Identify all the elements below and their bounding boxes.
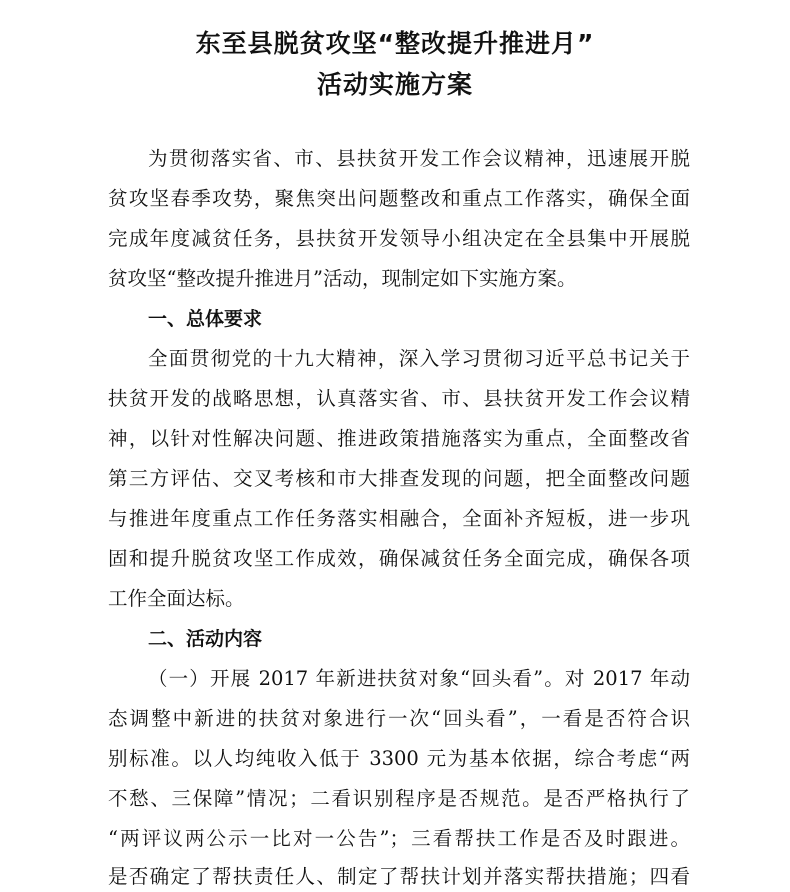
paragraph-line: 全面贯彻党的十九大精神，深入学习贯彻习近平总书记关于 xyxy=(148,347,690,370)
paragraph-line: 扶贫开发的战略思想，认真落实省、市、县扶贫开发工作会议精 xyxy=(108,387,690,410)
section-heading-activity-content: 二、活动内容 xyxy=(148,628,263,650)
paragraph-line: 不愁、三保障”情况；二看识别程序是否规范。是否严格执行了 xyxy=(108,787,690,810)
document-title-line-2: 活动实施方案 xyxy=(316,70,473,99)
paragraph-line: 是否确定了帮扶责任人、制定了帮扶计划并落实帮扶措施；四看 xyxy=(108,865,690,888)
paragraph-line: 态调整中新进的扶贫对象进行一次“回头看”，一看是否符合识 xyxy=(108,707,690,730)
paragraph-line: 贫攻坚春季攻势，聚焦突出问题整改和重点工作落实，确保全面 xyxy=(108,187,690,210)
paragraph-line: 完成年度减贫任务，县扶贫开发领导小组决定在全县集中开展脱 xyxy=(108,227,690,250)
paragraph-line: 固和提升脱贫攻坚工作成效，确保减贫任务全面完成，确保各项 xyxy=(108,547,690,570)
paragraph-line: 别标准。以人均纯收入低于 3300 元为基本依据，综合考虑“两 xyxy=(108,747,690,770)
paragraph-line: 第三方评估、交叉考核和市大排查发现的问题，把全面整改问题 xyxy=(108,467,690,490)
paragraph-line: 神，以针对性解决问题、推进政策措施落实为重点，全面整改省 xyxy=(108,427,690,450)
paragraph-line: （一）开展 2017 年新进扶贫对象“回头看”。对 2017 年动 xyxy=(148,667,690,690)
section-heading-general-requirements: 一、总体要求 xyxy=(148,308,263,330)
document-title-line-1: 东至县脱贫攻坚“整改提升推进月” xyxy=(195,29,595,58)
paragraph-line: 贫攻坚“整改提升推进月”活动，现制定如下实施方案。 xyxy=(108,267,577,290)
paragraph-line: “两评议两公示一比对一公告”；三看帮扶工作是否及时跟进。 xyxy=(108,827,690,850)
paragraph-line: 工作全面达标。 xyxy=(108,587,245,610)
paragraph-line: 为贯彻落实省、市、县扶贫开发工作会议精神，迅速展开脱 xyxy=(148,147,690,170)
paragraph-line: 与推进年度重点工作任务落实相融合，全面补齐短板，进一步巩 xyxy=(108,507,690,530)
